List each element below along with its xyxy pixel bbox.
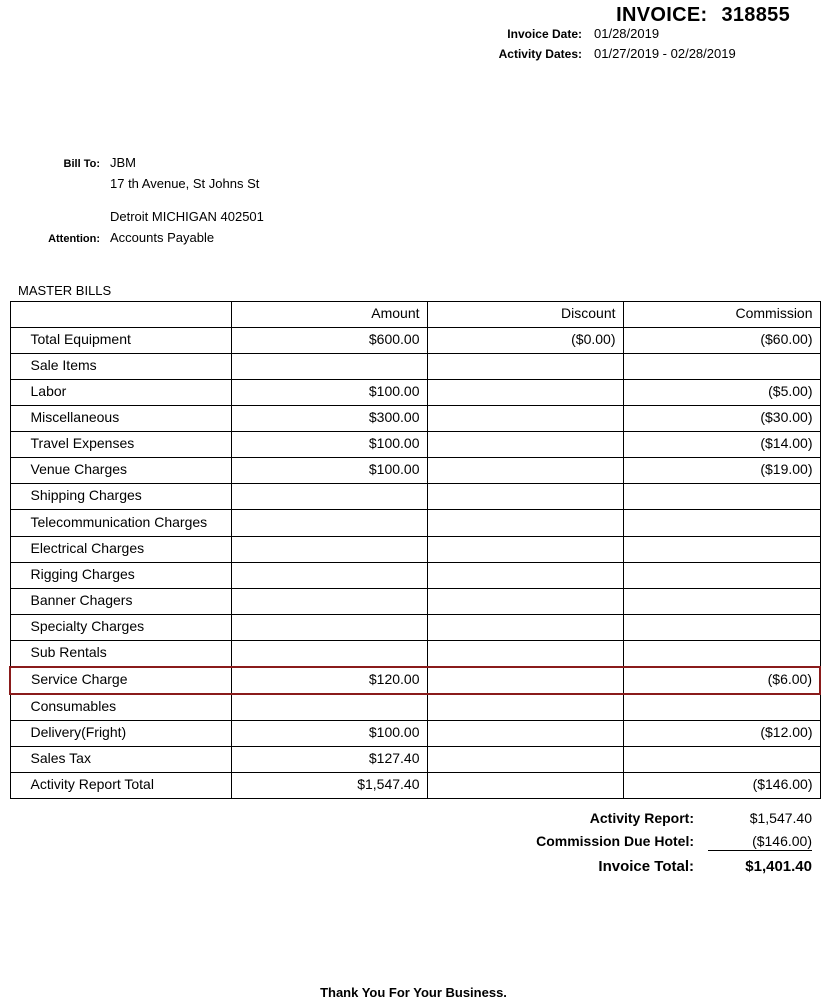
- table-row: [10, 746, 820, 772]
- row-amount: [231, 640, 427, 667]
- spacer: [14, 197, 434, 209]
- table-row: [10, 354, 820, 380]
- table-row: [10, 588, 820, 614]
- row-description: Travel Expenses: [10, 432, 231, 458]
- attention-value: Accounts Payable: [110, 230, 215, 245]
- table-row: [10, 694, 820, 721]
- table-header-row: [10, 302, 820, 328]
- row-discount: [427, 562, 623, 588]
- row-description: Labor: [10, 380, 231, 406]
- table-row: [10, 720, 820, 746]
- row-amount: [231, 484, 427, 510]
- row-amount: [231, 510, 427, 537]
- row-description: Sales Tax: [10, 746, 231, 772]
- bill-to-block: [14, 155, 434, 251]
- row-discount: [427, 510, 623, 537]
- row-commission: [623, 484, 820, 510]
- row-discount: [427, 720, 623, 746]
- row-commission: [623, 588, 820, 614]
- table-row: [10, 510, 820, 537]
- column-header-discount: Discount: [427, 302, 623, 328]
- row-amount: [231, 694, 427, 721]
- row-amount: $100.00: [231, 432, 427, 458]
- invoice-total-row: [0, 858, 812, 875]
- attention-label: Attention:: [48, 233, 100, 245]
- table-row: [10, 614, 820, 640]
- invoice-date-value: 01/28/2019: [594, 26, 660, 41]
- row-discount: [427, 458, 623, 484]
- row-discount: [427, 354, 623, 380]
- row-discount: [427, 406, 623, 432]
- row-description: Sale Items: [10, 354, 231, 380]
- section-title: MASTER BILLS: [18, 283, 112, 298]
- master-bills-table-wrapper: [9, 301, 819, 799]
- row-discount: [427, 614, 623, 640]
- invoice-date-label: Invoice Date:: [507, 27, 582, 41]
- row-amount: [231, 354, 427, 380]
- row-discount: [427, 432, 623, 458]
- column-header-commission: Commission: [623, 302, 820, 328]
- invoice-total-label: Invoice Total:: [598, 858, 694, 875]
- row-commission: ($60.00): [623, 328, 820, 354]
- table-row: [10, 432, 820, 458]
- row-amount: $300.00: [231, 406, 427, 432]
- activity-dates-row: [0, 46, 790, 61]
- row-description: Venue Charges: [10, 458, 231, 484]
- table-row: [10, 536, 820, 562]
- row-description: Specialty Charges: [10, 614, 231, 640]
- bill-to-row: [14, 155, 434, 170]
- row-discount: [427, 588, 623, 614]
- row-commission: ($5.00): [623, 380, 820, 406]
- row-commission: ($19.00): [623, 458, 820, 484]
- row-discount: [427, 694, 623, 721]
- row-discount: [427, 536, 623, 562]
- row-description: Service Charge: [10, 667, 231, 694]
- invoice-total-value: $1,401.40: [745, 858, 812, 875]
- row-commission: [623, 694, 820, 721]
- row-description: Miscellaneous: [10, 406, 231, 432]
- row-discount: [427, 746, 623, 772]
- row-amount: $1,547.40: [231, 772, 427, 798]
- row-description: Shipping Charges: [10, 484, 231, 510]
- commission-due-row: [0, 833, 812, 851]
- row-amount: $120.00: [231, 667, 427, 694]
- table-row: [10, 380, 820, 406]
- attention-row: [14, 230, 434, 245]
- invoice-number: 318855: [721, 4, 790, 26]
- activity-report-value: $1,547.40: [749, 810, 812, 826]
- row-commission: ($146.00): [623, 772, 820, 798]
- row-description: Telecommunication Charges: [10, 510, 231, 537]
- bill-to-label: Bill To:: [63, 158, 100, 170]
- row-commission: ($6.00): [623, 667, 820, 694]
- table-row: [10, 406, 820, 432]
- row-discount: [427, 380, 623, 406]
- row-description: Sub Rentals: [10, 640, 231, 667]
- page-title: [0, 4, 790, 27]
- row-amount: $600.00: [231, 328, 427, 354]
- column-header-amount: Amount: [231, 302, 427, 328]
- row-description: Total Equipment: [10, 328, 231, 354]
- row-commission: ($12.00): [623, 720, 820, 746]
- invoice-meta: [0, 26, 790, 66]
- row-commission: [623, 562, 820, 588]
- activity-dates-value: 01/27/2019 - 02/28/2019: [594, 46, 736, 61]
- row-amount: [231, 588, 427, 614]
- row-discount: [427, 640, 623, 667]
- invoice-title-label: INVOICE:: [616, 4, 708, 26]
- row-description: Banner Chagers: [10, 588, 231, 614]
- row-description: Electrical Charges: [10, 536, 231, 562]
- table-row: [10, 484, 820, 510]
- row-description: Rigging Charges: [10, 562, 231, 588]
- row-amount: [231, 536, 427, 562]
- row-commission: [623, 614, 820, 640]
- invoice-date-row: [0, 26, 790, 41]
- table-row: [10, 640, 820, 667]
- row-commission: [623, 640, 820, 667]
- row-amount: $100.00: [231, 458, 427, 484]
- row-amount: $100.00: [231, 720, 427, 746]
- row-amount: $100.00: [231, 380, 427, 406]
- row-description: Activity Report Total: [10, 772, 231, 798]
- table-row: [10, 562, 820, 588]
- table-row: [10, 458, 820, 484]
- row-commission: ($14.00): [623, 432, 820, 458]
- activity-dates-label: Activity Dates:: [498, 47, 582, 61]
- row-description: Consumables: [10, 694, 231, 721]
- row-commission: [623, 354, 820, 380]
- row-amount: [231, 614, 427, 640]
- column-header-description: [10, 302, 231, 328]
- bill-to-address: 17 th Avenue, St Johns St: [110, 176, 260, 191]
- commission-due-label: Commission Due Hotel:: [536, 833, 694, 849]
- bill-to-company: JBM: [110, 155, 136, 170]
- activity-report-label: Activity Report:: [589, 810, 694, 826]
- commission-due-value: ($146.00): [708, 833, 812, 851]
- table-row: [10, 667, 820, 694]
- row-discount: ($0.00): [427, 328, 623, 354]
- row-commission: [623, 510, 820, 537]
- row-discount: [427, 667, 623, 694]
- activity-report-row: [0, 810, 812, 826]
- row-commission: ($30.00): [623, 406, 820, 432]
- row-discount: [427, 772, 623, 798]
- row-description: Delivery(Fright): [10, 720, 231, 746]
- bill-to-city: Detroit MICHIGAN 402501: [110, 209, 264, 224]
- row-commission: [623, 746, 820, 772]
- row-amount: [231, 562, 427, 588]
- row-amount: $127.40: [231, 746, 427, 772]
- footer-message: Thank You For Your Business.: [320, 985, 507, 1000]
- table-row: [10, 772, 820, 798]
- totals-block: [0, 810, 812, 882]
- row-discount: [427, 484, 623, 510]
- master-bills-table: [9, 301, 821, 799]
- table-row: [10, 328, 820, 354]
- row-commission: [623, 536, 820, 562]
